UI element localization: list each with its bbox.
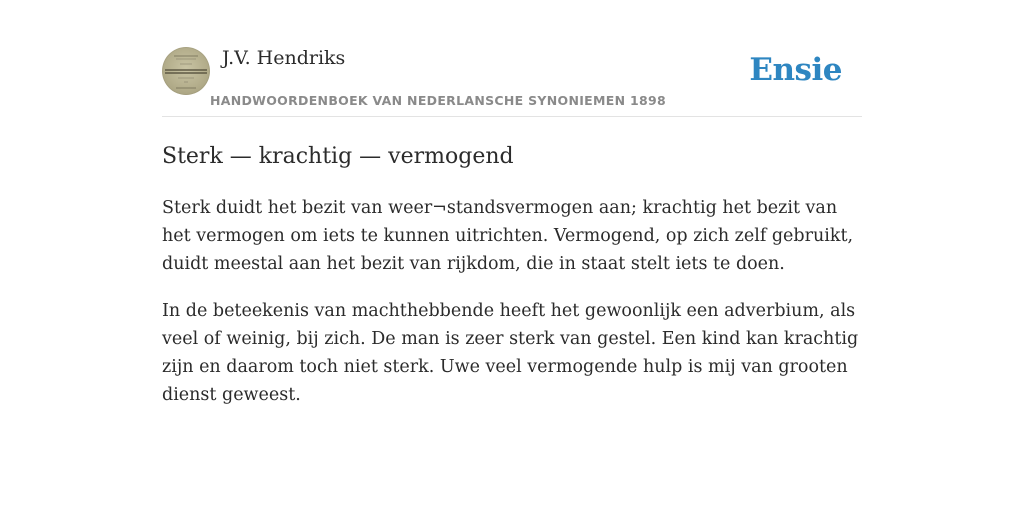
book-cover-icon[interactable]: [162, 47, 210, 95]
entry-header: [162, 46, 862, 117]
entry-paragraph-2: In de beteekenis van machthebbende heeft het gewoonlijk een adverbium, als veel of weinig, bij zich. De man is zeer sterk van gestel. Een kind kan krachtig zijn en daarom toch niet sterk. Uwe veel vermogende hulp is mij van grooten dienst geweest.: [162, 301, 859, 405]
author-name[interactable]: J.V. Hendriks: [222, 47, 346, 69]
entry-paragraph-1: Sterk duidt het bezit van weer¬standsvermogen aan; krachtig het bezit van het vermogen om iets te kunnen uitrichten. Vermogend, op zich zelf gebruikt, duidt meestal aan het bezit van rijkdom, die in staat stelt iets te doen.: [162, 198, 854, 274]
entry-card: [162, 46, 862, 409]
brand-logo[interactable]: Ensie: [749, 52, 842, 88]
source-title[interactable]: HANDWOORDENBOEK VAN NEDERLANSCHE SYNONIEMEN 1898: [210, 93, 667, 108]
entry-title: Sterk — krachtig — vermogend: [162, 144, 514, 169]
